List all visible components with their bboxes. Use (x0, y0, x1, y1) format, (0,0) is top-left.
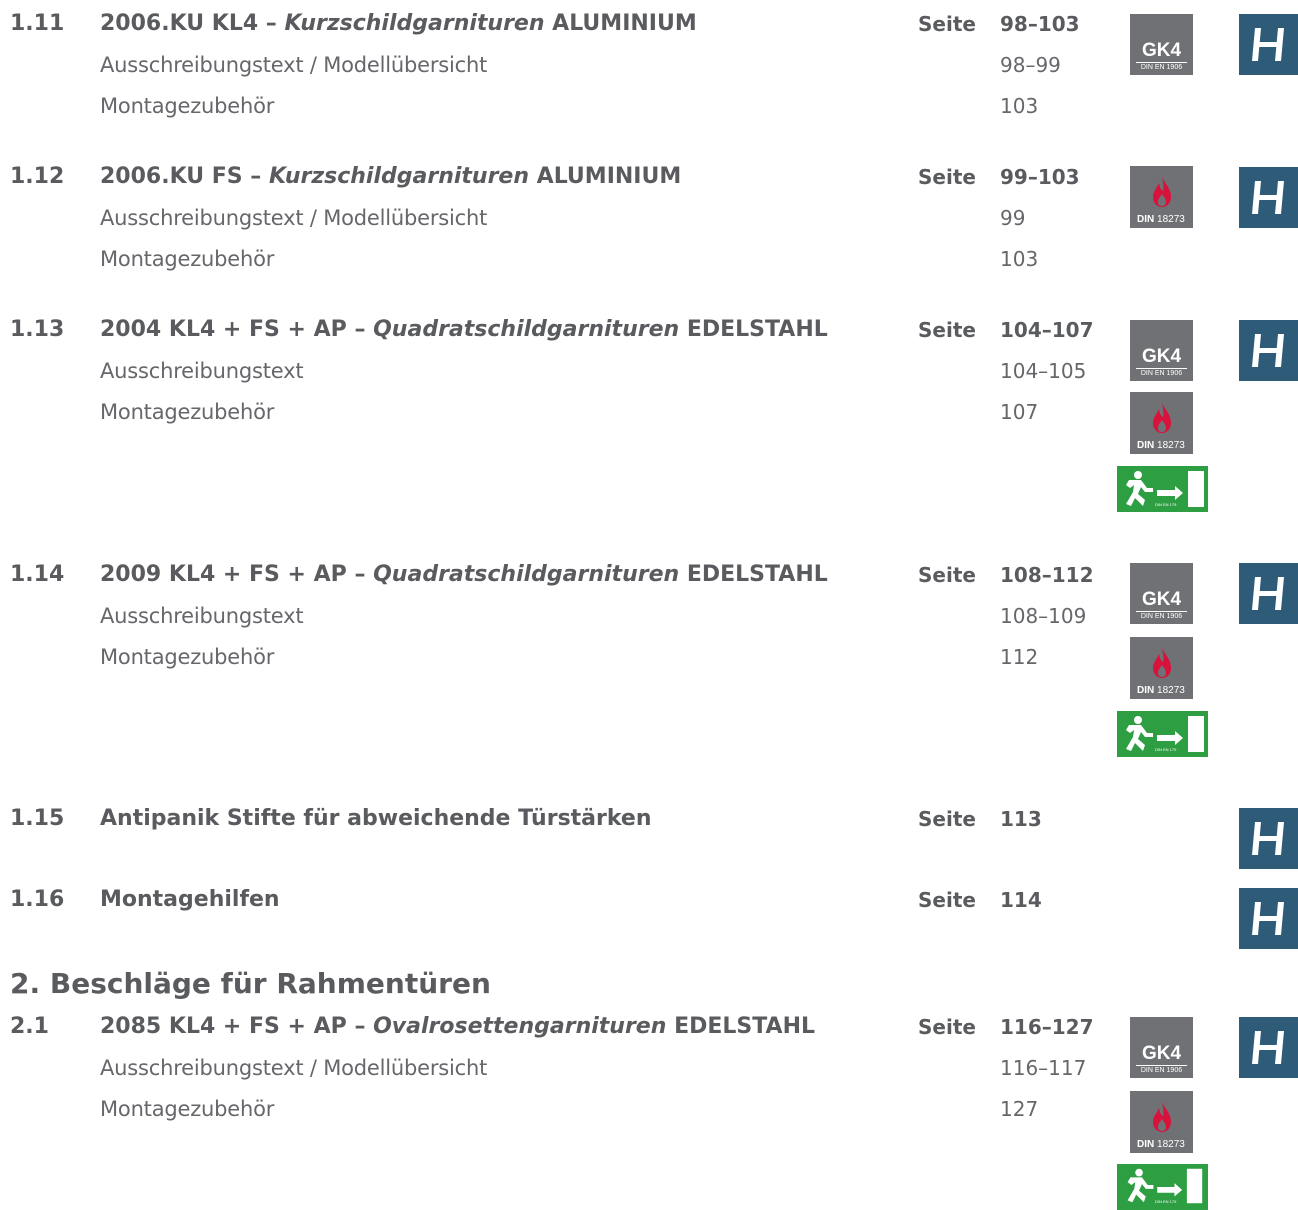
badge-gk4-label: GK4 (1141, 589, 1182, 610)
emergency-exit-sign-icon (1117, 466, 1208, 512)
entry-number: 1.16 (10, 887, 65, 912)
entry-number: 1.13 (10, 317, 65, 342)
entry-number: 2.1 (10, 1014, 49, 1039)
gk4-badge-icon (1130, 320, 1193, 381)
sub-item-page[interactable]: 107 (1000, 400, 1039, 424)
section-heading: 2. Beschläge für Rahmentüren (10, 967, 491, 1000)
emergency-exit-sign-icon (1117, 711, 1208, 757)
entry-title[interactable] (100, 561, 828, 589)
page-range[interactable]: 108–112 (1000, 563, 1094, 587)
page-range[interactable]: 98–103 (1000, 12, 1080, 36)
seite-label: Seite (918, 1015, 976, 1039)
flame-icon (1151, 1101, 1173, 1133)
entry-title[interactable]: Antipanik Stifte für abweichende Türstärken (100, 806, 652, 831)
sub-item-page[interactable]: 104–105 (1000, 359, 1087, 383)
entry-number: 1.12 (10, 164, 65, 189)
entry-title-material: EDELSTAHL (679, 317, 828, 342)
badge-din-label: DIN 18273 (1137, 685, 1185, 696)
page-range[interactable]: 104–107 (1000, 318, 1094, 342)
entry-title-part: 2004 KL4 + FS + AP – (100, 317, 374, 342)
badge-gk4-norm: DIN EN 1906 (1140, 613, 1183, 620)
badge-gk4-label: GK4 (1141, 346, 1182, 367)
sub-item-text[interactable]: Ausschreibungstext (100, 359, 304, 383)
sub-item-page[interactable]: 103 (1000, 247, 1039, 271)
sub-item-page[interactable]: 112 (1000, 645, 1039, 669)
exit-sign-norm: DIN EN 179 (1155, 747, 1177, 752)
gk4-badge-icon (1130, 14, 1193, 75)
h-logo-icon (1239, 320, 1298, 381)
fire-protection-badge-icon (1130, 392, 1193, 454)
sub-item-page[interactable]: 116–117 (1000, 1056, 1087, 1080)
sub-item-text[interactable]: Montagezubehör (100, 645, 275, 669)
flame-icon (1151, 647, 1173, 679)
sub-item-page[interactable]: 127 (1000, 1097, 1039, 1121)
emergency-exit-sign-icon (1117, 1164, 1208, 1210)
entry-title[interactable] (100, 10, 697, 38)
entry-title-material: ALUMINIUM (544, 11, 697, 36)
seite-label: Seite (918, 807, 976, 831)
h-logo-glyph (1252, 28, 1284, 61)
sub-item-text[interactable]: Ausschreibungstext / Modellübersicht (100, 1056, 488, 1080)
entry-title-part: 2006.KU KL4 – (100, 11, 285, 36)
seite-label: Seite (918, 563, 976, 587)
badge-gk4-label: GK4 (1141, 1043, 1182, 1064)
sub-item-text[interactable]: Montagezubehör (100, 400, 275, 424)
sub-item-text[interactable]: Montagezubehör (100, 1097, 275, 1121)
entry-title-material: EDELSTAHL (666, 1014, 816, 1039)
h-logo-icon (1239, 167, 1298, 228)
entry-title[interactable] (100, 316, 828, 344)
badge-gk4-label: GK4 (1141, 40, 1182, 61)
sub-item-text[interactable]: Ausschreibungstext / Modellübersicht (100, 53, 488, 77)
h-logo-icon (1239, 14, 1298, 75)
entry-number: 1.15 (10, 806, 65, 831)
entry-title-part: 2009 KL4 + FS + AP – (100, 562, 374, 587)
gk4-badge-icon (1130, 563, 1193, 624)
flame-icon (1151, 402, 1173, 434)
entry-number: 1.14 (10, 562, 65, 587)
badge-din-label: DIN 18273 (1137, 440, 1185, 451)
fire-protection-badge-icon (1130, 166, 1193, 228)
exit-sign-norm: DIN EN 179 (1155, 1199, 1177, 1204)
badge-gk4-norm: DIN EN 1906 (1140, 1067, 1183, 1074)
entry-title[interactable]: Montagehilfen (100, 887, 280, 912)
h-logo-icon (1239, 888, 1298, 949)
badge-gk4-norm: DIN EN 1906 (1140, 64, 1183, 71)
seite-label: Seite (918, 12, 976, 36)
sub-item-page[interactable]: 108–109 (1000, 604, 1087, 628)
page-range[interactable]: 99–103 (1000, 165, 1080, 189)
entry-title[interactable] (100, 163, 681, 191)
entry-title-part: 2085 KL4 + FS + AP – (100, 1014, 374, 1039)
entry-title-italic: Kurzschildgarnituren (268, 164, 530, 189)
sub-item-page[interactable]: 98–99 (1000, 53, 1061, 77)
flame-icon (1151, 176, 1173, 208)
sub-item-page[interactable]: 99 (1000, 206, 1026, 230)
entry-title-italic: Quadratschildgarnituren (373, 317, 680, 342)
seite-label: Seite (918, 165, 976, 189)
h-logo-icon (1239, 563, 1298, 624)
sub-item-text[interactable]: Montagezubehör (100, 247, 275, 271)
sub-item-text[interactable]: Ausschreibungstext (100, 604, 304, 628)
entry-title-part: 2006.KU FS – (100, 164, 269, 189)
gk4-badge-icon (1130, 1017, 1193, 1078)
seite-label: Seite (918, 318, 976, 342)
entry-title-italic: Kurzschildgarnituren (284, 11, 545, 36)
exit-sign-norm: DIN EN 179 (1155, 502, 1177, 507)
entry-title-italic: Ovalrosettengarnituren (373, 1014, 667, 1039)
entry-title-material: ALUMINIUM (529, 164, 682, 189)
fire-protection-badge-icon (1130, 1091, 1193, 1153)
page-range[interactable]: 116–127 (1000, 1015, 1094, 1039)
seite-label: Seite (918, 888, 976, 912)
fire-protection-badge-icon (1130, 637, 1193, 699)
h-logo-icon (1239, 808, 1298, 869)
page-range[interactable]: 113 (1000, 807, 1042, 831)
sub-item-text[interactable]: Montagezubehör (100, 94, 275, 118)
entry-title-material: EDELSTAHL (679, 562, 828, 587)
entry-number: 1.11 (10, 11, 65, 36)
badge-din-label: DIN 18273 (1137, 214, 1185, 225)
entry-title-italic: Quadratschildgarnituren (373, 562, 680, 587)
badge-din-label: DIN 18273 (1137, 1139, 1185, 1150)
entry-title[interactable] (100, 1013, 815, 1041)
h-logo-icon (1239, 1017, 1298, 1078)
badge-gk4-norm: DIN EN 1906 (1140, 370, 1183, 377)
sub-item-text[interactable]: Ausschreibungstext / Modellübersicht (100, 206, 488, 230)
sub-item-page[interactable]: 103 (1000, 94, 1039, 118)
page-range[interactable]: 114 (1000, 888, 1042, 912)
